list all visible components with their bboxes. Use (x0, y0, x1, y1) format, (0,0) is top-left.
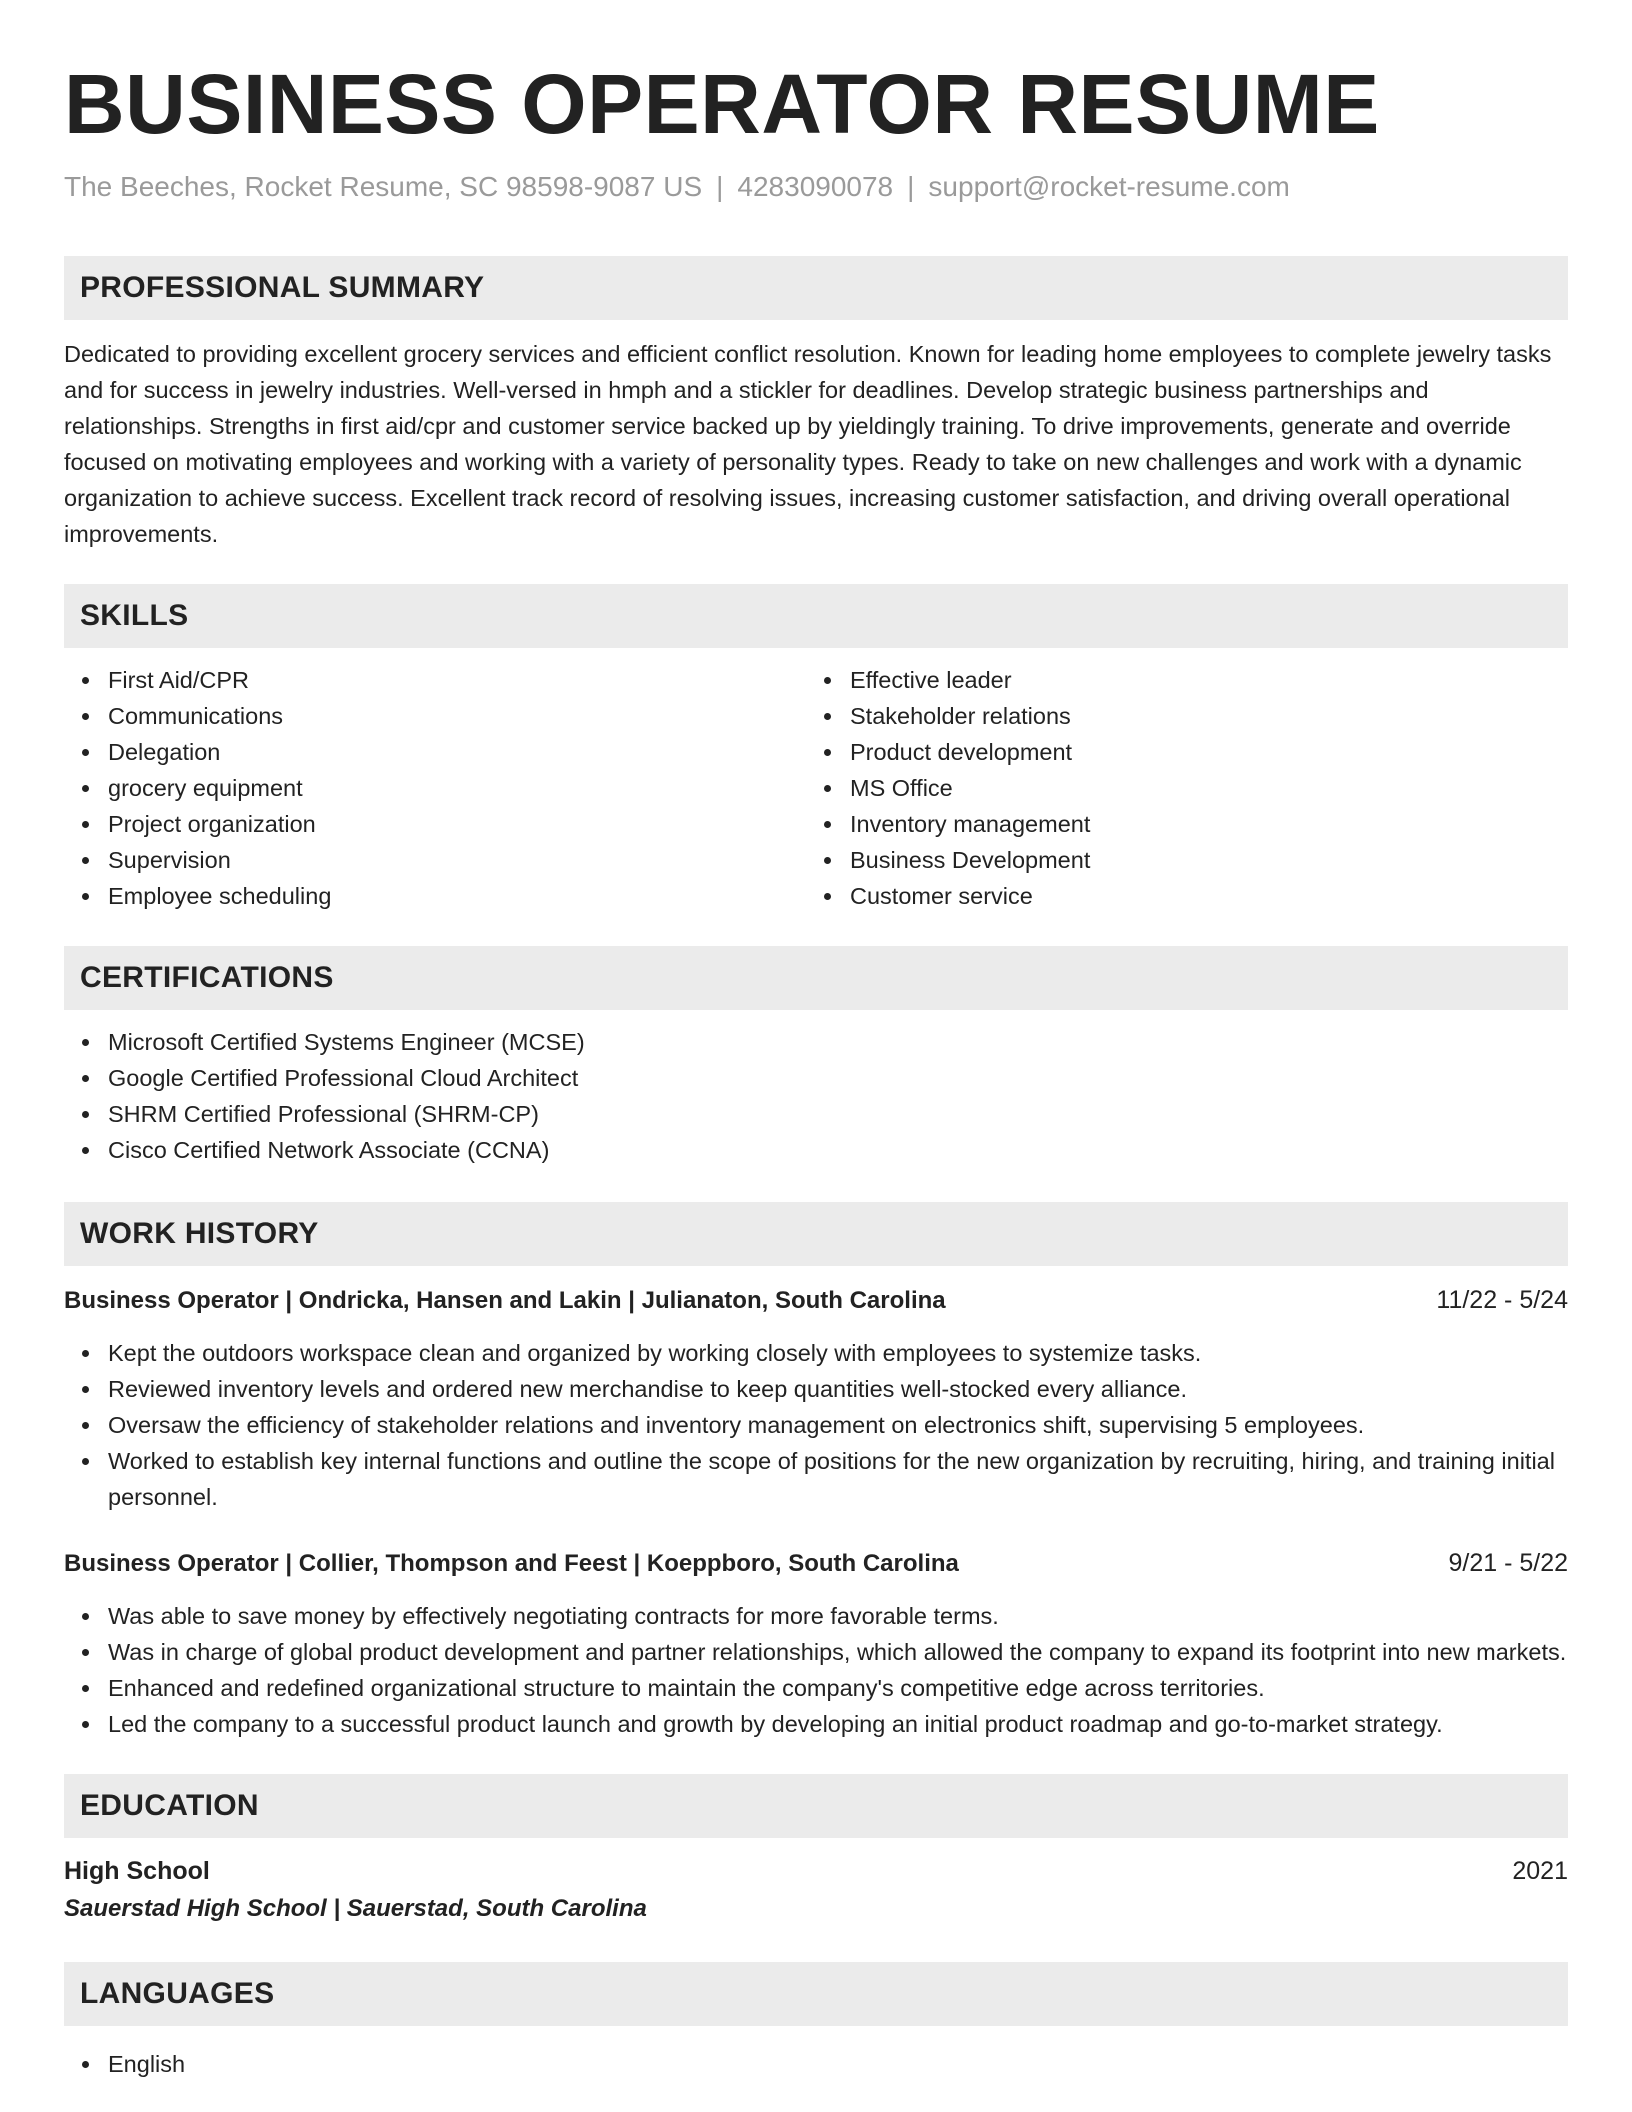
skills-grid (64, 662, 1568, 914)
certification-item: Cisco Certified Network Associate (CCNA) (64, 1132, 1568, 1168)
skills-list-right (806, 662, 1548, 914)
skill-item: Product development (806, 734, 1548, 770)
skill-item: Inventory management (806, 806, 1548, 842)
job-entry (64, 1282, 1568, 1515)
job-bullet: Oversaw the efficiency of stakeholder relations and inventory management on electronics shift, supervising 5 employees. (64, 1407, 1568, 1443)
job-bullets (64, 1598, 1568, 1742)
language-item: English (64, 2046, 1568, 2082)
skill-item: Supervision (64, 842, 806, 878)
skill-item: Customer service (806, 878, 1548, 914)
skill-item: MS Office (806, 770, 1548, 806)
skill-item: Project organization (64, 806, 806, 842)
education-header (64, 1852, 1568, 1890)
job-dates: 9/21 - 5/22 (1448, 1549, 1568, 1577)
certifications-section (64, 946, 1568, 1168)
contact-address: The Beeches, Rocket Resume, SC 98598-9087 US (64, 171, 703, 202)
contact-phone: 4283090078 (737, 171, 894, 202)
job-title: Business Operator | Ondricka, Hansen and Lakin | Julianaton, South Carolina (64, 1287, 946, 1314)
skill-item: grocery equipment (64, 770, 806, 806)
job-bullets (64, 1335, 1568, 1515)
skill-item: Stakeholder relations (806, 698, 1548, 734)
work-section (64, 1202, 1568, 1742)
education-heading: EDUCATION (64, 1774, 1568, 1838)
job-bullet: Was in charge of global product development and partner relationships, which allowed the company to expand its footprint into new markets. (64, 1634, 1568, 1670)
job-header (64, 1282, 1568, 1319)
skills-list-left (64, 662, 806, 914)
contact-separator: | (716, 171, 724, 202)
summary-section (64, 256, 1568, 552)
contact-email: support@rocket-resume.com (928, 171, 1290, 202)
resume-page (64, 0, 1568, 2082)
contact-separator: | (907, 171, 915, 202)
certification-item: SHRM Certified Professional (SHRM-CP) (64, 1096, 1568, 1132)
certification-item: Google Certified Professional Cloud Architect (64, 1060, 1568, 1096)
education-school: Sauerstad High School | Sauerstad, South Carolina (64, 1895, 647, 1922)
skills-heading: SKILLS (64, 584, 1568, 648)
job-bullet: Led the company to a successful product launch and growth by developing an initial product roadmap and go-to-market strategy. (64, 1706, 1568, 1742)
skill-item: Communications (64, 698, 806, 734)
education-section (64, 1774, 1568, 1928)
job-bullet: Reviewed inventory levels and ordered new merchandise to keep quantities well-stocked every alliance. (64, 1371, 1568, 1407)
job-title: Business Operator | Collier, Thompson and Feest | Koeppboro, South Carolina (64, 1550, 959, 1577)
languages-heading: LANGUAGES (64, 1962, 1568, 2026)
job-bullet: Kept the outdoors workspace clean and organized by working closely with employees to systemize tasks. (64, 1335, 1568, 1371)
education-degree: High School (64, 1857, 210, 1885)
job-bullet: Enhanced and redefined organizational structure to maintain the company's competitive edge across territories. (64, 1670, 1568, 1706)
work-heading: WORK HISTORY (64, 1202, 1568, 1266)
job-dates: 11/22 - 5/24 (1436, 1286, 1568, 1314)
job-entry (64, 1545, 1568, 1742)
resume-title: BUSINESS OPERATOR RESUME (64, 57, 1380, 151)
languages-list (64, 2046, 1568, 2082)
skill-item: Delegation (64, 734, 806, 770)
skill-item: Effective leader (806, 662, 1548, 698)
job-bullet: Worked to establish key internal functions and outline the scope of positions for the new organization by recruiting, hiring, and training initial personnel. (64, 1443, 1568, 1515)
languages-section (64, 1962, 1568, 2082)
skill-item: First Aid/CPR (64, 662, 806, 698)
education-entry (64, 1852, 1568, 1928)
summary-text: Dedicated to providing excellent grocery services and efficient conflict resolution. Known for leading home employees to complete jewelry tasks and for success in jewelry industries. Well-versed in hmph and a stickler for deadlines. Develop strategic business partnerships and relationships. Strengths in first aid/cpr and customer service backed up by yieldingly training. To drive improvements, generate and override focused on motivating employees and working with a variety of personality types. Ready to take on new challenges and work with a dynamic organization to achieve success. Excellent track record of resolving issues, increasing customer satisfaction, and driving overall operational improvements. (64, 341, 1552, 547)
skill-item: Business Development (806, 842, 1548, 878)
certifications-list (64, 1024, 1568, 1168)
certification-item: Microsoft Certified Systems Engineer (MCSE) (64, 1024, 1568, 1060)
skills-section (64, 584, 1568, 914)
summary-heading: PROFESSIONAL SUMMARY (64, 256, 1568, 320)
job-bullet: Was able to save money by effectively negotiating contracts for more favorable terms. (64, 1598, 1568, 1634)
contact-line (64, 170, 1568, 204)
job-header (64, 1545, 1568, 1582)
certifications-heading: CERTIFICATIONS (64, 946, 1568, 1010)
skill-item: Employee scheduling (64, 878, 806, 914)
education-year: 2021 (1512, 1857, 1568, 1885)
